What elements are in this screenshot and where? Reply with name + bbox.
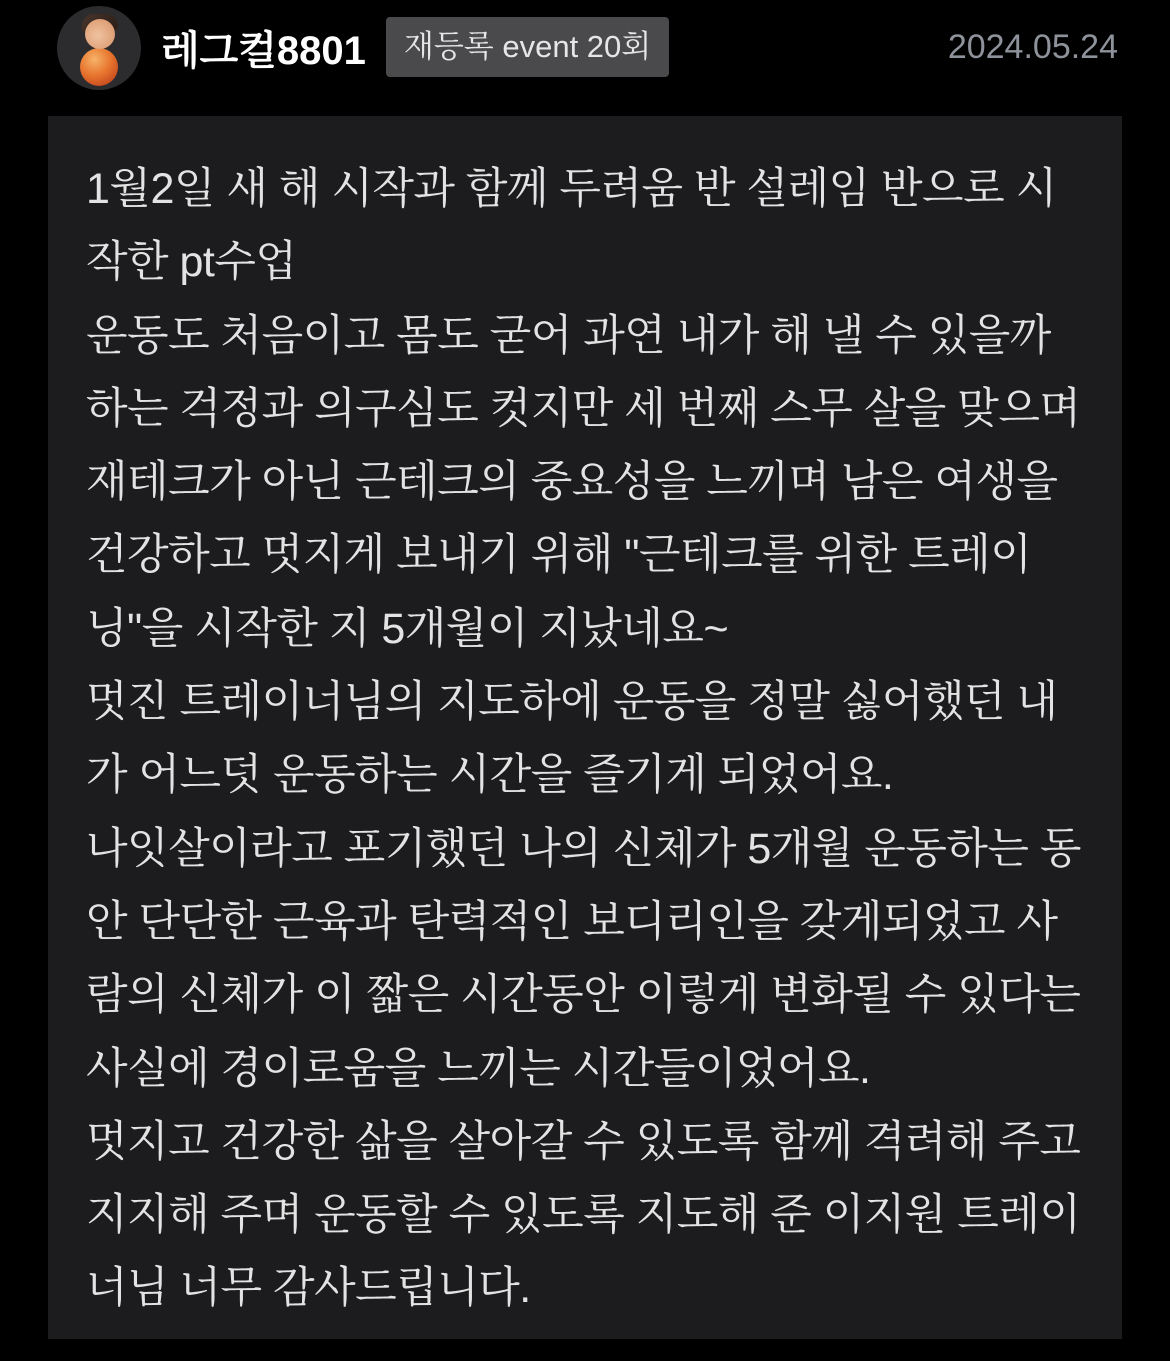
- review-paragraph: 나잇살이라고 포기했던 나의 신체가 5개월 운동하는 동안 단단한 근육과 탄력적인 보디리인을 갖게되었고 사람의 신체가 이 짧은 시간동안 이렇게 변화될 수 있다는 사실에 경이로움을 느끼는 시간들이었어요.: [86, 824, 1081, 1093]
- reviewer-username: 레그컬8801: [161, 28, 366, 73]
- review-body-card: [48, 116, 1122, 1339]
- reregistration-event-badge: 재등록 event 20회: [386, 17, 669, 77]
- review-header: [0, 0, 1170, 94]
- avatar-face: [85, 19, 115, 49]
- review-date: 2024.05.24: [947, 27, 1118, 66]
- review-paragraph: 1월2일 새 해 시작과 함께 두려움 반 설레임 반으로 시작한 pt수업: [86, 165, 1057, 287]
- review-paragraph: 운동도 처음이고 몸도 굳어 과연 내가 해 낼 수 있을까 하는 걱정과 의구심도 컷지만 세 번째 스무 살을 맞으며 재테크가 아닌 근테크의 중요성을 느끼며 남은 여생을 건강하고 멋지게 보내기 위해 "근테크를 위한 트레이닝"을 시작한 지 5개월이 지났네요~: [86, 311, 1081, 653]
- review-paragraph: 멋진 트레이너님의 지도하에 운동을 정말 싫어했던 내가 어느덧 운동하는 시간을 즐기게 되었어요.: [86, 678, 1058, 800]
- avatar-body-sphere: [80, 48, 118, 86]
- review-paragraph: 멋지고 건강한 삶을 살아갈 수 있도록 함께 격려해 주고 지지해 주며 운동할 수 있도록 지도해 준 이지원 트레이너님 너무 감사드립니다.: [86, 1117, 1081, 1313]
- person-avatar-icon: [57, 6, 141, 90]
